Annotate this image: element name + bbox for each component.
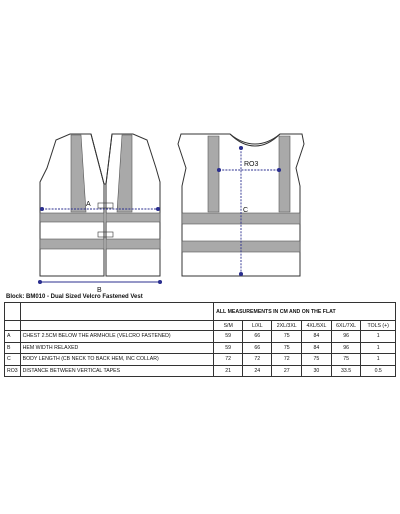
- size-col-header: 6XL/7XL: [331, 321, 361, 331]
- row-value: 21: [214, 365, 243, 377]
- table-row: [5, 331, 396, 343]
- size-header-row: [5, 321, 396, 331]
- row-value: 84: [302, 342, 332, 354]
- row-value: 72: [214, 354, 243, 366]
- row-value: 84: [302, 331, 332, 343]
- size-col-header: 2XL/3XL: [272, 321, 302, 331]
- size-col-header: S/M: [214, 321, 243, 331]
- back-collar: [230, 134, 280, 144]
- row-tolerance: 0.5: [361, 365, 396, 377]
- size-col-header: L/XL: [243, 321, 272, 331]
- row-code: A: [5, 331, 21, 343]
- row-value: 72: [272, 354, 302, 366]
- row-value: 75: [272, 342, 302, 354]
- front-right-panel: [106, 134, 160, 276]
- header-note: ALL MEASUREMENTS IN CM AND ON THE FLAT: [214, 303, 396, 321]
- measurement-table: [4, 302, 396, 377]
- row-value: 75: [272, 331, 302, 343]
- row-tolerance: 1: [361, 342, 396, 354]
- row-value: 96: [331, 331, 361, 343]
- front-vest-drawing: [40, 134, 160, 276]
- measure-label-b: B: [97, 287, 102, 294]
- table-row: [5, 342, 396, 354]
- row-value: 30: [302, 365, 332, 377]
- row-value: 33.5: [331, 365, 361, 377]
- row-value: 27: [272, 365, 302, 377]
- row-code: RO3: [5, 365, 21, 377]
- row-tolerance: 1: [361, 331, 396, 343]
- block-title: Block: BM010 - Dual Sized Velcro Fastened Vest: [6, 294, 143, 300]
- row-label: CHEST 2.5CM BELOW THE ARMHOLE (VELCRO FASTENED): [20, 331, 213, 343]
- row-value: 72: [243, 354, 272, 366]
- size-blank-label: [20, 321, 213, 331]
- header-blank-code: [5, 303, 21, 321]
- size-blank-code: [5, 321, 21, 331]
- row-value: 24: [243, 365, 272, 377]
- table-row: [5, 365, 396, 377]
- row-value: 96: [331, 342, 361, 354]
- row-code: B: [5, 342, 21, 354]
- row-value: 66: [243, 342, 272, 354]
- row-label: DISTANCE BETWEEN VERTICAL TAPES: [20, 365, 213, 377]
- table-header-row: [5, 303, 396, 321]
- row-value: 59: [214, 331, 243, 343]
- row-value: 75: [302, 354, 332, 366]
- measure-label-c: C: [243, 207, 249, 214]
- table-row: [5, 354, 396, 366]
- tolerance-col-header: TOLS (+): [361, 321, 396, 331]
- measure-label-ro3: RO3: [244, 161, 259, 168]
- row-value: 75: [331, 354, 361, 366]
- header-blank-label: [20, 303, 213, 321]
- row-value: 66: [243, 331, 272, 343]
- row-code: C: [5, 354, 21, 366]
- row-value: 59: [214, 342, 243, 354]
- row-tolerance: 1: [361, 354, 396, 366]
- measure-label-a: A: [86, 201, 91, 208]
- row-label: HEM WIDTH RELAXED: [20, 342, 213, 354]
- size-col-header: 4XL/5XL: [302, 321, 332, 331]
- row-label: BODY LENGTH (CB NECK TO BACK HEM, INC COLLAR): [20, 354, 213, 366]
- front-neckline: [91, 134, 112, 184]
